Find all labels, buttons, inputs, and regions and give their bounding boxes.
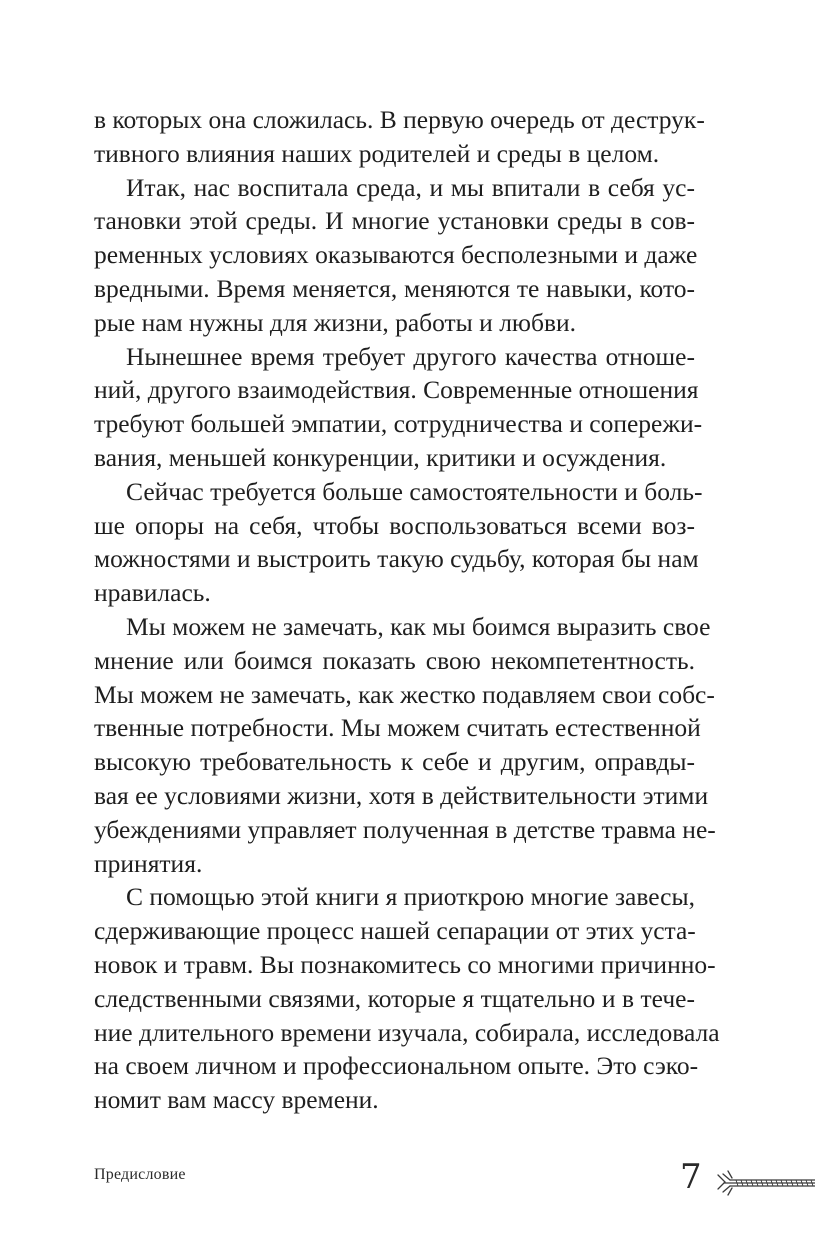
- text-line: С помощью этой книги я приоткрою многие завесы,: [126, 882, 695, 912]
- text-line: ний, другого взаимодействия. Современные отношения: [94, 375, 699, 405]
- footer-ornament-icon: [716, 1166, 815, 1198]
- page-number: 7: [680, 1157, 702, 1197]
- text-line: вания, меньшей конкуренции, критики и осуждения.: [94, 443, 667, 472]
- text-line: Мы можем не замечать, как жестко подавляем свои собс-: [94, 679, 715, 709]
- text-line: убеждениями управляет полученная в детстве травма не-: [94, 814, 716, 844]
- text-line: Нынешнее время требует другого качества отноше-: [126, 341, 695, 371]
- text-line: следственными связями, которые я тщательно и в тече-: [94, 983, 695, 1013]
- text-line: ременных условиях оказываются бесполезными и даже: [94, 240, 698, 270]
- text-line: Итак, нас воспитала среда, и мы впитали в себя ус-: [126, 172, 695, 202]
- text-line: Мы можем не замечать, как мы боимся выразить свое: [126, 612, 711, 641]
- text-line: рые нам нужны для жизни, работы и любви.: [94, 307, 577, 337]
- text-line: нравилась.: [94, 578, 211, 608]
- text-line: вая ее условиями жизни, хотя в действительности этими: [94, 781, 709, 810]
- text-line: новок и травм. Вы познакомитесь со многими причинно-: [94, 950, 716, 979]
- running-footer-section: Предисловие: [94, 1166, 186, 1183]
- text-line: высокую требовательность к себе и другим, оправды-: [94, 747, 695, 777]
- text-line: ше опоры на себя, чтобы воспользоваться всеми воз-: [94, 510, 695, 540]
- text-line: на своем личном и профессиональном опыте. Это сэко-: [94, 1051, 699, 1081]
- text-line: ние длительного времени изучала, собирала, исследовала: [94, 1017, 720, 1047]
- text-line: принятия.: [94, 848, 203, 878]
- text-line: в которых она сложилась. В первую очередь от деструк-: [94, 105, 705, 134]
- text-line: тивного влияния наших родителей и среды в целом.: [94, 138, 660, 168]
- text-line: вредными. Время меняется, меняются те навыки, кото-: [94, 274, 695, 303]
- text-line: можностями и выстроить такую судьбу, которая бы нам: [94, 544, 699, 574]
- text-line: твенные потребности. Мы можем считать естественной: [94, 713, 701, 743]
- text-line: тановки этой среды. И многие установки среды в сов-: [94, 206, 695, 236]
- text-line: сдерживающие процесс нашей сепарации от этих уста-: [94, 916, 696, 946]
- text-line: требуют большей эмпатии, сотрудничества и сопережи-: [94, 409, 703, 439]
- text-line: Сейчас требуется больше самостоятельности и боль-: [126, 476, 703, 506]
- text-line: номит вам массу времени.: [94, 1085, 379, 1115]
- text-line: мнение или боимся показать свою некомпетентность.: [94, 645, 695, 675]
